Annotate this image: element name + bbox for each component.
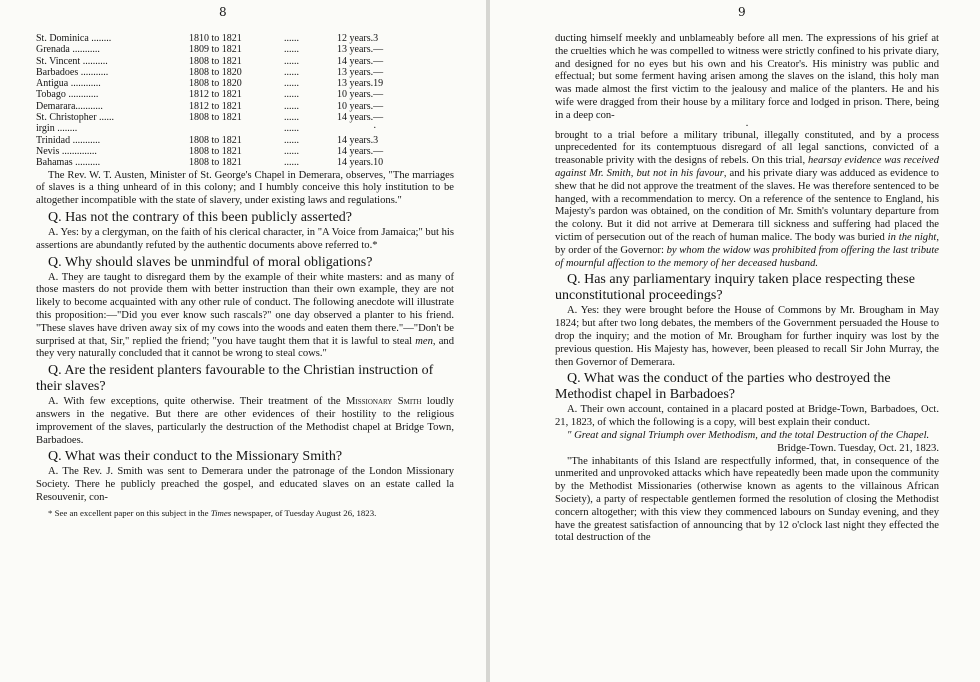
footnote xyxy=(36,508,454,519)
census-from: 1808 xyxy=(189,145,209,157)
census-row xyxy=(36,56,383,67)
census-row xyxy=(36,146,383,157)
question-christian-instruction: Q. Are the resident planters favourable to the Christian instruction of their slaves? xyxy=(36,363,434,395)
answer-moral-obligations xyxy=(36,272,454,362)
census-years: 10 years. xyxy=(337,100,374,112)
census-to: 1821 xyxy=(221,33,242,44)
census-years: 13 years. xyxy=(337,44,374,56)
census-dots: ...... xyxy=(284,145,299,157)
census-colony: St. Vincent .......... xyxy=(36,55,108,67)
census-value: — xyxy=(373,44,384,56)
census-to-word: to xyxy=(211,89,220,101)
left-column xyxy=(36,33,454,519)
austen-quote: The Rev. W. T. Austen, Minister of St. George's Chapel in Demerara, observes, "The marriages of slaves is a thing unheard of in this colony; and I humbly conceive this holy institution to be altogether incompatible with the state of slavery, under existing laws and regulations." xyxy=(36,169,454,207)
census-dots: ...... xyxy=(284,100,299,112)
census-value: · xyxy=(373,123,377,135)
page-number-left: 8 xyxy=(219,5,227,19)
census-to-word: to xyxy=(211,66,220,78)
placard-title: " Great and signal Triumph over Methodism, and the total Destruction of the Chapel. xyxy=(567,429,930,441)
census-row xyxy=(36,67,383,78)
census-value: 3 xyxy=(373,33,379,44)
census-row xyxy=(36,89,383,100)
census-from: 1808 xyxy=(189,78,209,90)
census-from: 1808 xyxy=(189,55,209,67)
census-period xyxy=(189,146,284,157)
census-period xyxy=(189,56,284,67)
census-value: — xyxy=(373,145,384,157)
census-dots: ...... xyxy=(284,123,299,135)
census-colony: Antigua ............ xyxy=(36,78,101,90)
answer-christian-instruction xyxy=(36,396,454,447)
question-parliamentary-inquiry: Q. Has any parliamentary inquiry taken place respecting these unconstitutional proceedings? xyxy=(555,272,915,304)
census-to-word: to xyxy=(211,33,220,44)
question-moral-obligations: Q. Why should slaves be unmindful of moral obligations? xyxy=(48,254,373,270)
footnote-start: * See an excellent paper on this subject in the xyxy=(48,507,209,518)
question-contrary: Q. Has not the contrary of this been publicly asserted? xyxy=(48,209,353,225)
census-colony: Barbadoes ........... xyxy=(36,66,109,78)
census-years: 13 years. xyxy=(337,66,374,78)
census-years: 14 years. xyxy=(337,145,374,157)
census-years: 14 years. xyxy=(337,112,374,124)
answer-moral-end: , and they very naturally concluded that it cannot be wrong to steal cows." xyxy=(36,335,455,360)
census-dots: ...... xyxy=(284,44,299,56)
census-value: — xyxy=(373,89,384,101)
census-years: 14 years. xyxy=(337,157,374,169)
census-dots: ...... xyxy=(284,112,299,124)
census-to-word: to xyxy=(211,134,220,146)
census-to-word: to xyxy=(211,55,220,67)
census-dots: ...... xyxy=(284,134,299,146)
census-to-word: to xyxy=(211,78,220,90)
census-to-word: to xyxy=(211,145,220,157)
census-row xyxy=(36,157,383,168)
census-colony: Demarara........... xyxy=(36,100,103,112)
census-value: — xyxy=(373,55,384,67)
census-period xyxy=(189,135,284,146)
answer-instruction-end: loudly answers in the negative. But there are other evidences of their hostility to the religious improvement of the slaves, particularly the destruction of the Methodist chapel at Bridge Town, Barbadoes. xyxy=(36,396,454,446)
trial-start: brought to a trial before a military tribunal, illegally constituted, and by a process unprecedented for its contemptuous disregard of all legal sanctions, convicted of a treasonable privity with the designs of rebels. On this trial, xyxy=(555,129,939,167)
census-row xyxy=(36,101,383,112)
census-years: 10 years. xyxy=(337,89,374,101)
census-to-word: to xyxy=(211,44,220,56)
census-years: 14 years. xyxy=(337,134,374,146)
missionary-smith-blackletter: Missionary Smith xyxy=(345,396,422,408)
census-period xyxy=(189,89,284,100)
census-from: 1808 xyxy=(189,134,209,146)
census-dots: ...... xyxy=(284,55,299,67)
trial-mid-1: , and his private diary was adduced as evidence to shew that he did not approve the treatment of the slaves. He was therefore sentenced to be hanged, with a recommendation to mercy. On a reference of the sentence to England, his Majesty's pardon was obtained, on the condition of Mr. Smith's voluntary departure from the colony. But it did not arrive at Demerara till sickness and suffering had placed the victim of persecution out of the reach of human malice. The body was buried xyxy=(555,167,939,243)
census-dots: ...... xyxy=(284,78,299,90)
census-row xyxy=(36,44,383,55)
page-number-right: 9 xyxy=(738,5,746,19)
census-from: 1809 xyxy=(189,44,209,56)
census-to: 1821 xyxy=(221,112,242,124)
census-row xyxy=(36,33,383,44)
census-row xyxy=(36,135,383,146)
census-colony: St. Christopher ...... xyxy=(36,112,115,124)
census-to: 1821 xyxy=(221,145,242,157)
answer-contrary: A. Yes: by a clergyman, on the faith of his clerical character, in "A Voice from Jamaica;" but his assertions are abundantly refuted by the authentic documents above referred to.* xyxy=(36,226,454,251)
census-years: 13 years. xyxy=(337,78,374,90)
census-to: 1820 xyxy=(221,66,242,78)
census-from: 1812 xyxy=(189,100,209,112)
census-years: 14 years. xyxy=(337,55,374,67)
smith-narrative: ducting himself meekly and unblameably before all men. The expressions of his grief at the cruelties which he was compelled to witness were strictly confined to his private diary, and designed for no eyes but his own and his Creator's. His ministry was public and effectual; but some ferment having arisen among the slaves on the island, this holy man was made almost the first victim to the jealousy and malice of the planters. He and his wife were dragged from their house by a military force and lodged in prison. There, being in a deep con- xyxy=(555,33,939,121)
trial-italic-widow: by whom the widow was prohibited from offering the last tribute of mournful affection to the memory of her deceased husband. xyxy=(555,244,939,269)
census-period xyxy=(189,33,284,44)
answer-missionary-smith: A. The Rev. J. Smith was sent to Demerara under the patronage of the London Missionary Society. There he publicly preached the gospel, and educated slaves on an estate called la Resouvenir, con- xyxy=(36,466,454,503)
census-from: 1808 xyxy=(189,66,209,78)
census-dots: ...... xyxy=(284,66,299,78)
census-value: — xyxy=(373,112,384,124)
census-from: 1810 xyxy=(189,33,209,44)
census-from: 1808 xyxy=(189,112,209,124)
census-period xyxy=(189,112,284,123)
census-to: 1821 xyxy=(221,134,242,146)
census-dots: ...... xyxy=(284,89,299,101)
census-value: — xyxy=(373,66,384,78)
census-row xyxy=(36,123,383,134)
census-to: 1821 xyxy=(221,157,242,169)
census-value: — xyxy=(373,100,384,112)
census-value: 10 xyxy=(373,157,384,169)
census-period xyxy=(189,67,284,78)
trial-italic-hearsay: hearsay evidence was received against Mr. Smith, but not in his favour xyxy=(555,155,939,179)
census-period xyxy=(189,123,284,134)
census-row xyxy=(36,78,383,89)
census-to: 1821 xyxy=(221,100,242,112)
placard-dateline: Bridge-Town. Tuesday, Oct. 21, 1823. xyxy=(777,442,939,454)
right-column xyxy=(555,33,939,545)
census-to: 1821 xyxy=(221,44,242,56)
census-to: 1821 xyxy=(221,89,242,101)
census-years: 12 years. xyxy=(337,33,374,44)
census-to-word: to xyxy=(211,100,220,112)
right-page xyxy=(490,0,980,682)
census-to-word: to xyxy=(211,112,220,124)
census-value: 19 xyxy=(373,78,384,90)
census-colony: Trinidad ........... xyxy=(36,134,101,146)
census-dots: ...... xyxy=(284,157,299,169)
census-from: 1808 xyxy=(189,157,209,169)
smith-trial xyxy=(555,130,939,271)
ornament-mark: · xyxy=(745,120,749,132)
census-table xyxy=(36,33,383,169)
trial-italic-night: in the night xyxy=(887,231,937,243)
census-period xyxy=(189,101,284,112)
census-colony: irgin ........ xyxy=(36,123,78,135)
census-to: 1820 xyxy=(221,78,242,90)
census-to: 1821 xyxy=(221,55,242,67)
answer-moral-text: A. They are taught to disregard them by the example of their white masters: and as many of those masters do not provide them with better instruction than their own example, they are not likely to become acquainted with any other rule of conduct. The following anecdote will illustrate this proposition:—"Did you ever know such rascals?" one day observed a planter to his friend. "These slaves have driven away six of my cows into the woods and eaten them there."—"Don't be surprised at that, Sir," replied the friend; "you have taught them that it is lawful to steal xyxy=(36,271,454,347)
footnote-end: newspaper, of Tuesday August 26, 1823. xyxy=(233,507,377,518)
answer-parliamentary-inquiry: A. Yes: they were brought before the House of Commons by Mr. Brougham in May 1824; but after two long debates, the members of the Government persuaded the House to drop the inquiry; and the motion of Mr. Brougham for further inquiry was lost by the previous question. His Majesty has, however, been pleased to recall Sir John Murray, the then Governor of Demerara. xyxy=(555,305,939,368)
census-colony: Grenada ........... xyxy=(36,44,100,56)
census-colony: Bahamas .......... xyxy=(36,157,101,169)
answer-instruction-start: A. With few exceptions, quite otherwise. Their treatment of the xyxy=(48,396,341,408)
census-period xyxy=(189,157,284,168)
census-row xyxy=(36,112,383,123)
left-page xyxy=(0,0,486,682)
census-colony: Nevis .............. xyxy=(36,145,97,157)
census-value: 3 xyxy=(373,134,379,146)
answer-methodist-chapel: A. Their own account, contained in a placard posted at Bridge-Town, Barbadoes, Oct. 21, 1823, of which the following is a copy, will best explain their conduct. xyxy=(555,404,939,429)
trial-mid-2: , by order of the Governor: xyxy=(555,231,939,256)
census-dots: ...... xyxy=(284,33,299,44)
question-methodist-chapel: Q. What was the conduct of the parties who destroyed the Methodist chapel in Barbadoes? xyxy=(555,371,891,403)
census-colony: Tobago ............ xyxy=(36,89,99,101)
question-missionary-smith: Q. What was their conduct to the Missionary Smith? xyxy=(48,449,343,465)
census-colony: St. Dominica ........ xyxy=(36,33,112,44)
census-period xyxy=(189,78,284,89)
census-to-word: to xyxy=(211,157,220,169)
answer-moral-italic-men: men xyxy=(415,335,433,347)
census-years xyxy=(337,123,373,134)
census-from: 1812 xyxy=(189,89,209,101)
footnote-times: Times xyxy=(210,507,232,518)
placard-body: "The inhabitants of this Island are respectfully informed, that, in consequence of the unmerited and unprovoked attacks which have repeatedly been made upon the community by the Methodist Missionaries (otherwise known as agents to the villainous African Society), a party of respectable gentlemen formed the resolution of closing the Methodist concern altogether; with this view they commenced labours on Sunday evening, and they have the greatest satisfaction of announcing that by 12 o'clock last night they effected the total destruction of the xyxy=(555,455,939,544)
census-period xyxy=(189,44,284,55)
